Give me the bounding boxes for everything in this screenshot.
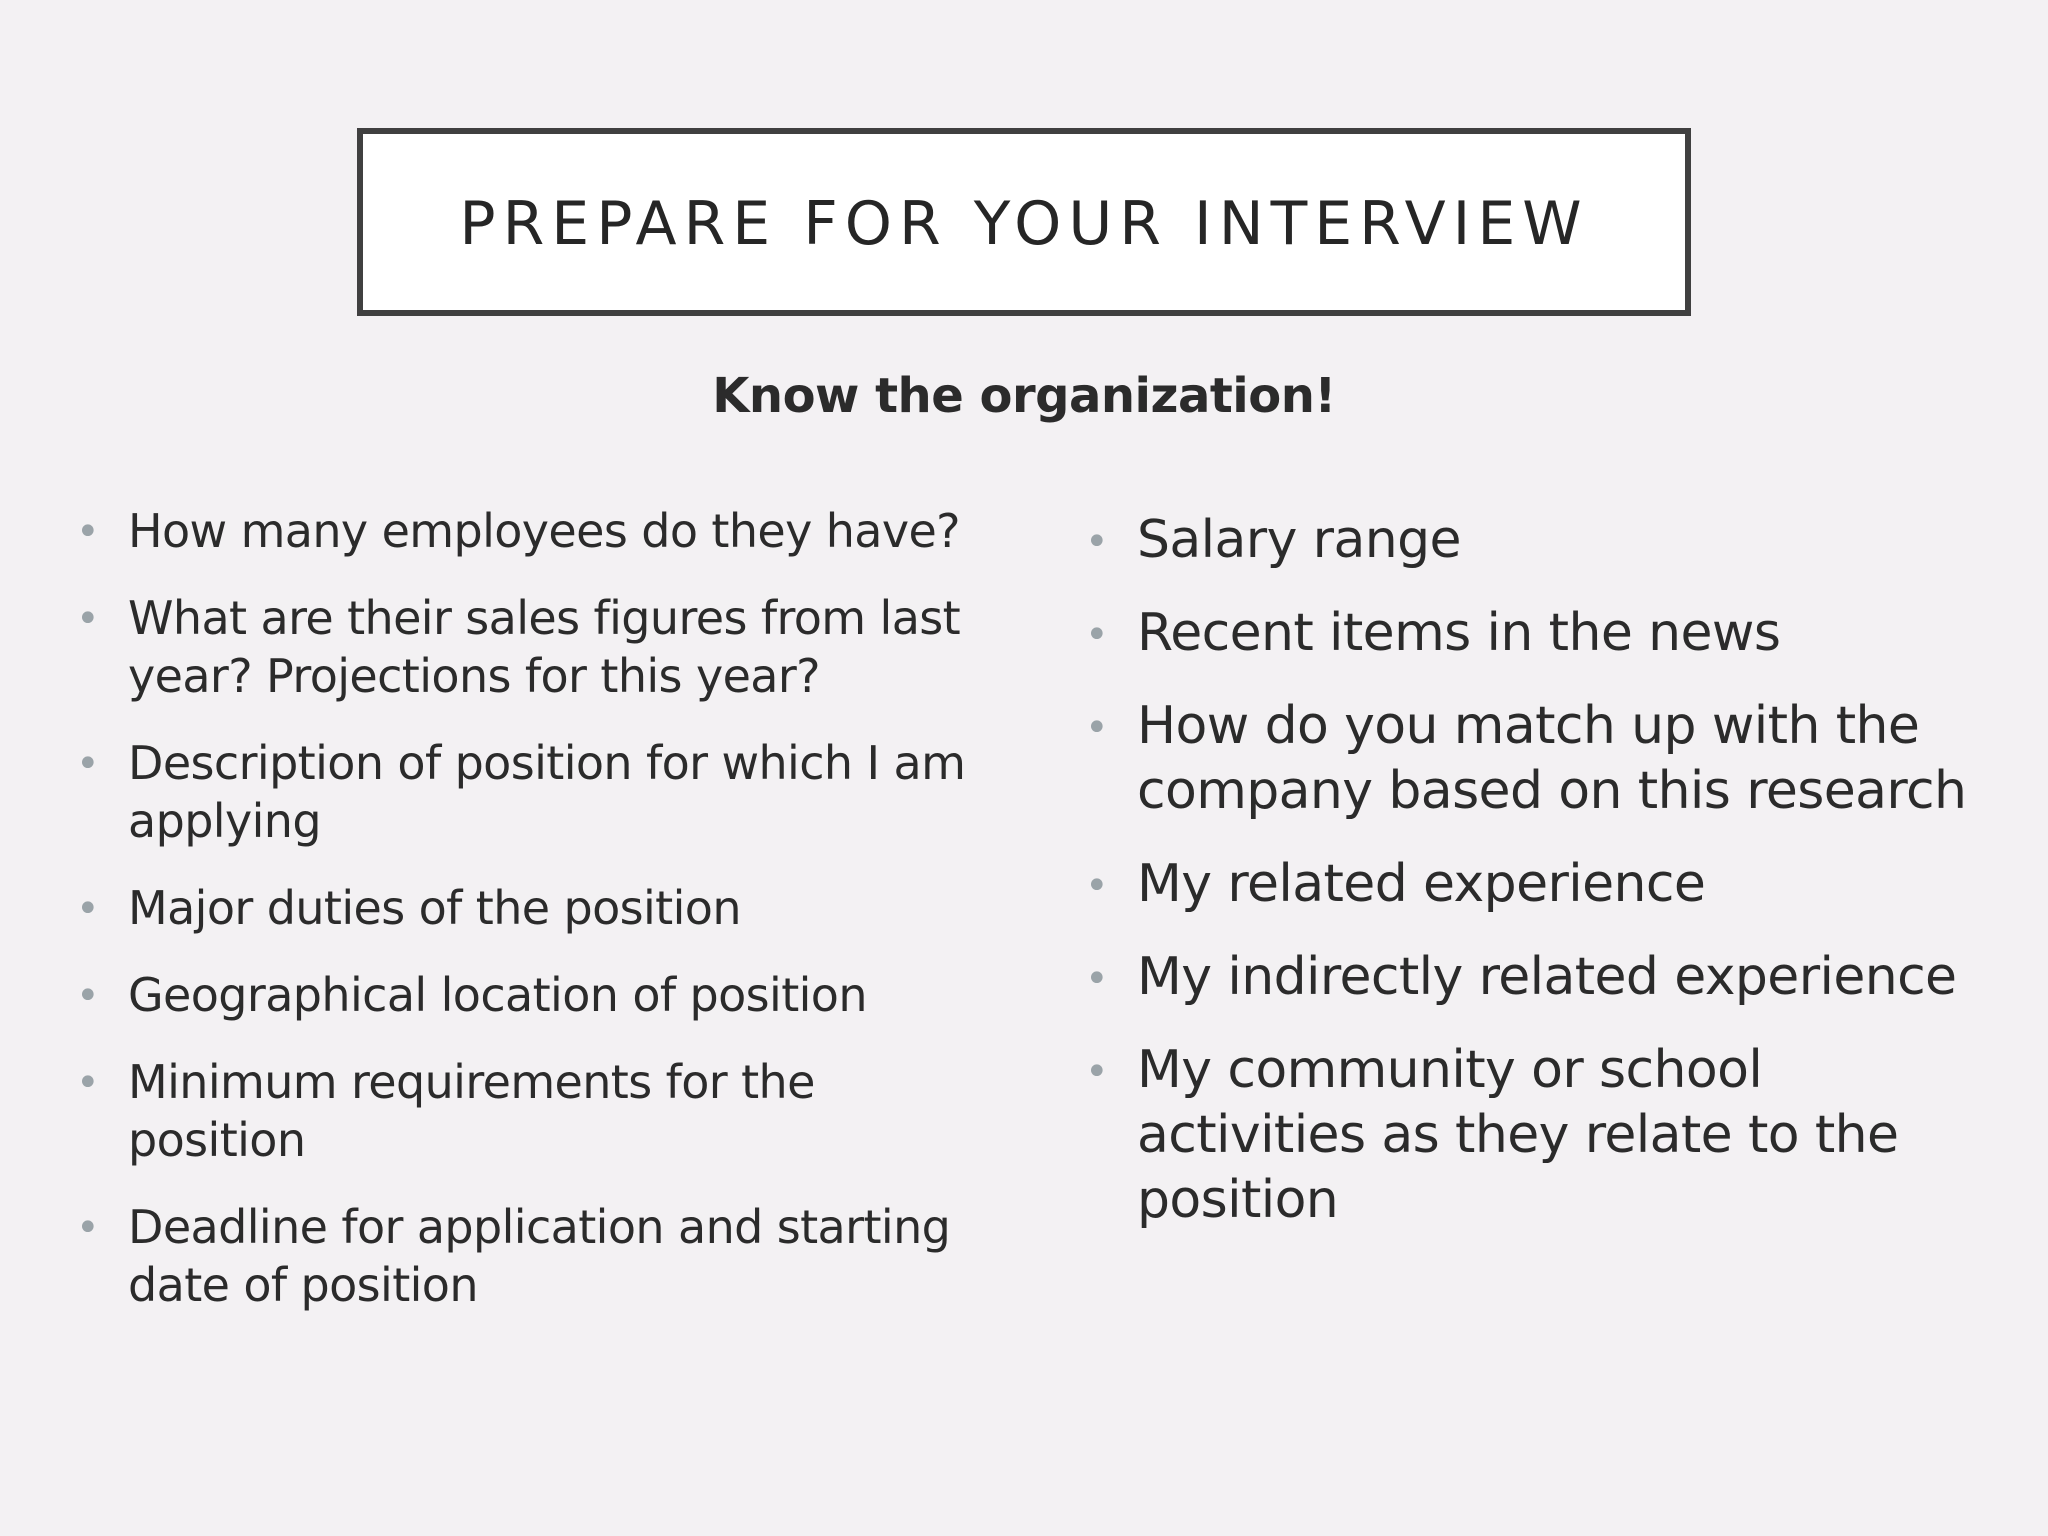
list-item — [1085, 945, 1997, 1010]
bullet-icon: • — [1085, 863, 1108, 909]
bullet-icon: • — [76, 1205, 99, 1251]
list-item-text: What are their sales figures from last year? Projections for this year? — [128, 591, 961, 703]
list-item-text: My indirectly related experience — [1137, 947, 1957, 1007]
list-item-text: My community or school activities as they relate to the position — [1137, 1040, 1899, 1230]
list-item-text: Geographical location of position — [128, 968, 867, 1022]
bullet-icon: • — [1085, 956, 1108, 1002]
list-item — [76, 502, 968, 560]
list-item — [1085, 508, 1997, 573]
list-item — [1085, 601, 1997, 666]
left-bullet-list — [76, 502, 968, 1343]
list-item — [76, 734, 968, 850]
bullet-icon: • — [76, 886, 99, 932]
list-item — [1085, 852, 1997, 917]
bullet-icon: • — [1085, 519, 1108, 565]
bullet-icon: • — [76, 596, 99, 642]
slide-subtitle: Know the organization! — [712, 368, 1336, 424]
list-item-text: How do you match up with the company based on this research — [1137, 696, 1967, 821]
bullet-icon: • — [76, 973, 99, 1019]
list-item-text: Description of position for which I am applying — [128, 736, 966, 848]
bullet-icon: • — [76, 509, 99, 555]
slide-title: PREPARE FOR YOUR INTERVIEW — [459, 189, 1589, 259]
right-bullet-list — [1085, 508, 1997, 1261]
list-item — [76, 966, 968, 1024]
list-item-text: Minimum requirements for the position — [128, 1055, 815, 1167]
list-item — [1085, 694, 1997, 824]
list-item — [76, 1198, 968, 1314]
list-item — [76, 589, 968, 705]
title-box — [357, 128, 1691, 316]
list-item-text: Deadline for application and starting date of position — [128, 1200, 951, 1312]
list-item-text: My related experience — [1137, 854, 1706, 914]
list-item — [76, 1053, 968, 1169]
bullet-icon: • — [1085, 1049, 1108, 1095]
list-item — [76, 879, 968, 937]
list-item-text: Salary range — [1137, 510, 1461, 570]
list-item-text: Major duties of the position — [128, 881, 741, 935]
list-item-text: Recent items in the news — [1137, 603, 1781, 663]
bullet-icon: • — [76, 1060, 99, 1106]
bullet-icon: • — [76, 741, 99, 787]
bullet-icon: • — [1085, 612, 1108, 658]
list-item-text: How many employees do they have? — [128, 504, 961, 558]
list-item — [1085, 1038, 1997, 1233]
bullet-icon: • — [1085, 705, 1108, 751]
